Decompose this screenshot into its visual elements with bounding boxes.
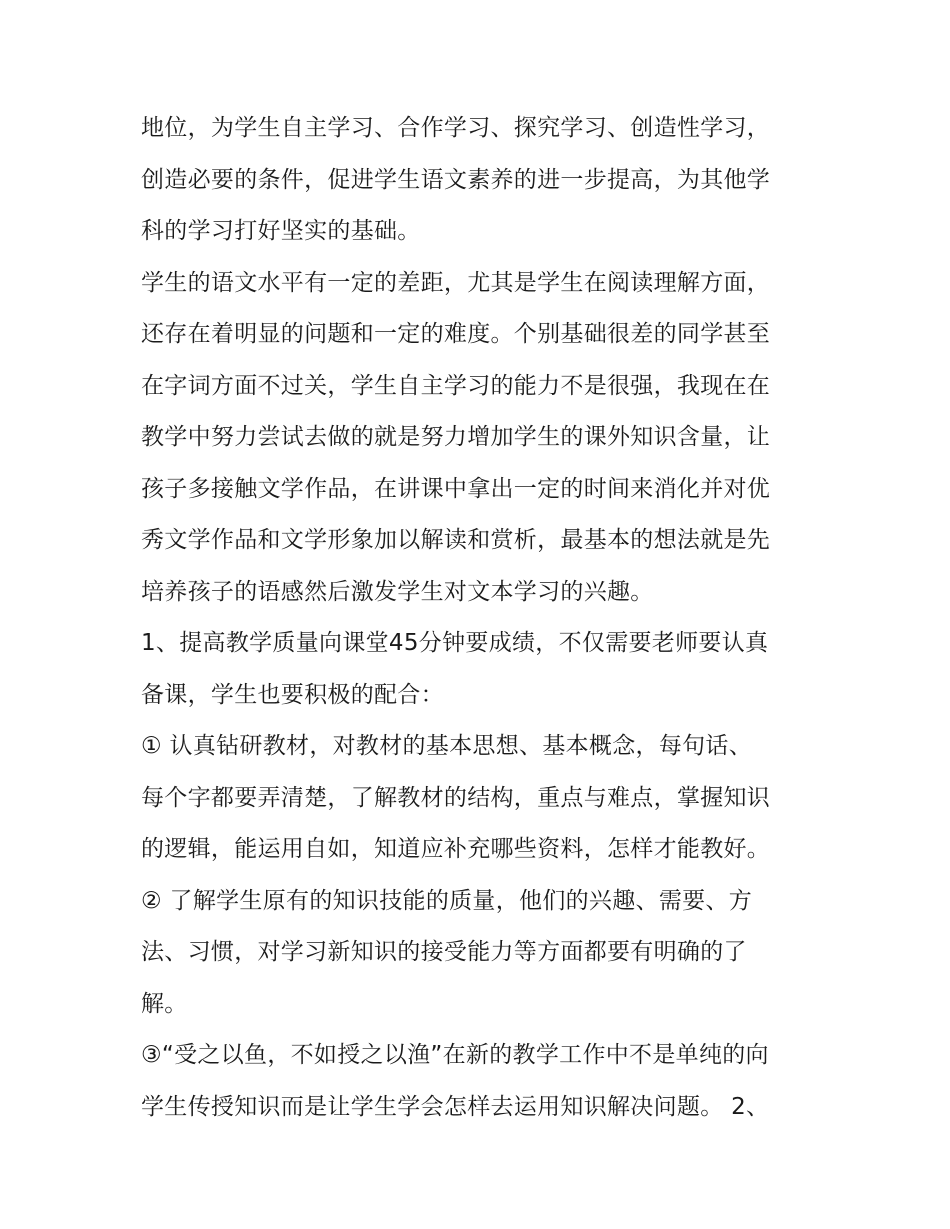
text-line: 法、习惯，对学习新知识的接受能力等方面都要有明确的了 xyxy=(141,939,747,965)
text-line: ① 认真钻研教材，对教材的基本思想、基本概念，每句话、 xyxy=(141,733,753,759)
text-line: ② 了解学生原有的知识技能的质量，他们的兴趣、需要、方 xyxy=(141,887,753,914)
text-line: 秀文学作品和文学形象加以解读和赏析，最基本的想法就是先 xyxy=(141,527,771,553)
text-line: 学生传授知识而是让学生学会怎样去运用知识解决问题。 2、 xyxy=(141,1093,770,1120)
text-line: 孩子多接触文学作品，在讲课中拿出一定的时间来消化并对优 xyxy=(141,475,771,502)
text-line: 1、提高教学质量向课堂45分钟要成绩，不仅需要老师要认真 xyxy=(141,630,769,656)
text-line: 的逻辑，能运用自如，知道应补充哪些资料，怎样才能教好。 xyxy=(141,836,771,862)
text-line: 地位，为学生自主学习、合作学习、探究学习、创造性学习， xyxy=(141,115,771,141)
text-line: 备课，学生也要积极的配合： xyxy=(141,681,444,708)
body-text xyxy=(141,103,821,1133)
text-line: 学生的语文水平有一定的差距，尤其是学生在阅读理解方面， xyxy=(141,269,771,296)
text-line: 教学中努力尝试去做的就是努力增加学生的课外知识含量，让 xyxy=(141,424,771,450)
text-line: 每个字都要弄清楚，了解教材的结构，重点与难点，掌握知识 xyxy=(141,784,771,811)
text-line: 还存在着明显的问题和一定的难度。个别基础很差的同学甚至 xyxy=(141,321,771,347)
text-line: 科的学习打好坚实的基础。 xyxy=(141,218,421,244)
text-line: 解。 xyxy=(141,990,188,1017)
text-line: 培养孩子的语感然后激发学生对文本学习的兴趣。 xyxy=(141,578,654,605)
text-line: 创造必要的条件，促进学生语文素养的进一步提高，为其他学 xyxy=(141,166,771,193)
text-line: ③“受之以鱼，不如授之以渔”在新的教学工作中不是单纯的向 xyxy=(141,1042,769,1068)
text-line: 在字词方面不过关，学生自主学习的能力不是很强，我现在在 xyxy=(141,372,771,399)
